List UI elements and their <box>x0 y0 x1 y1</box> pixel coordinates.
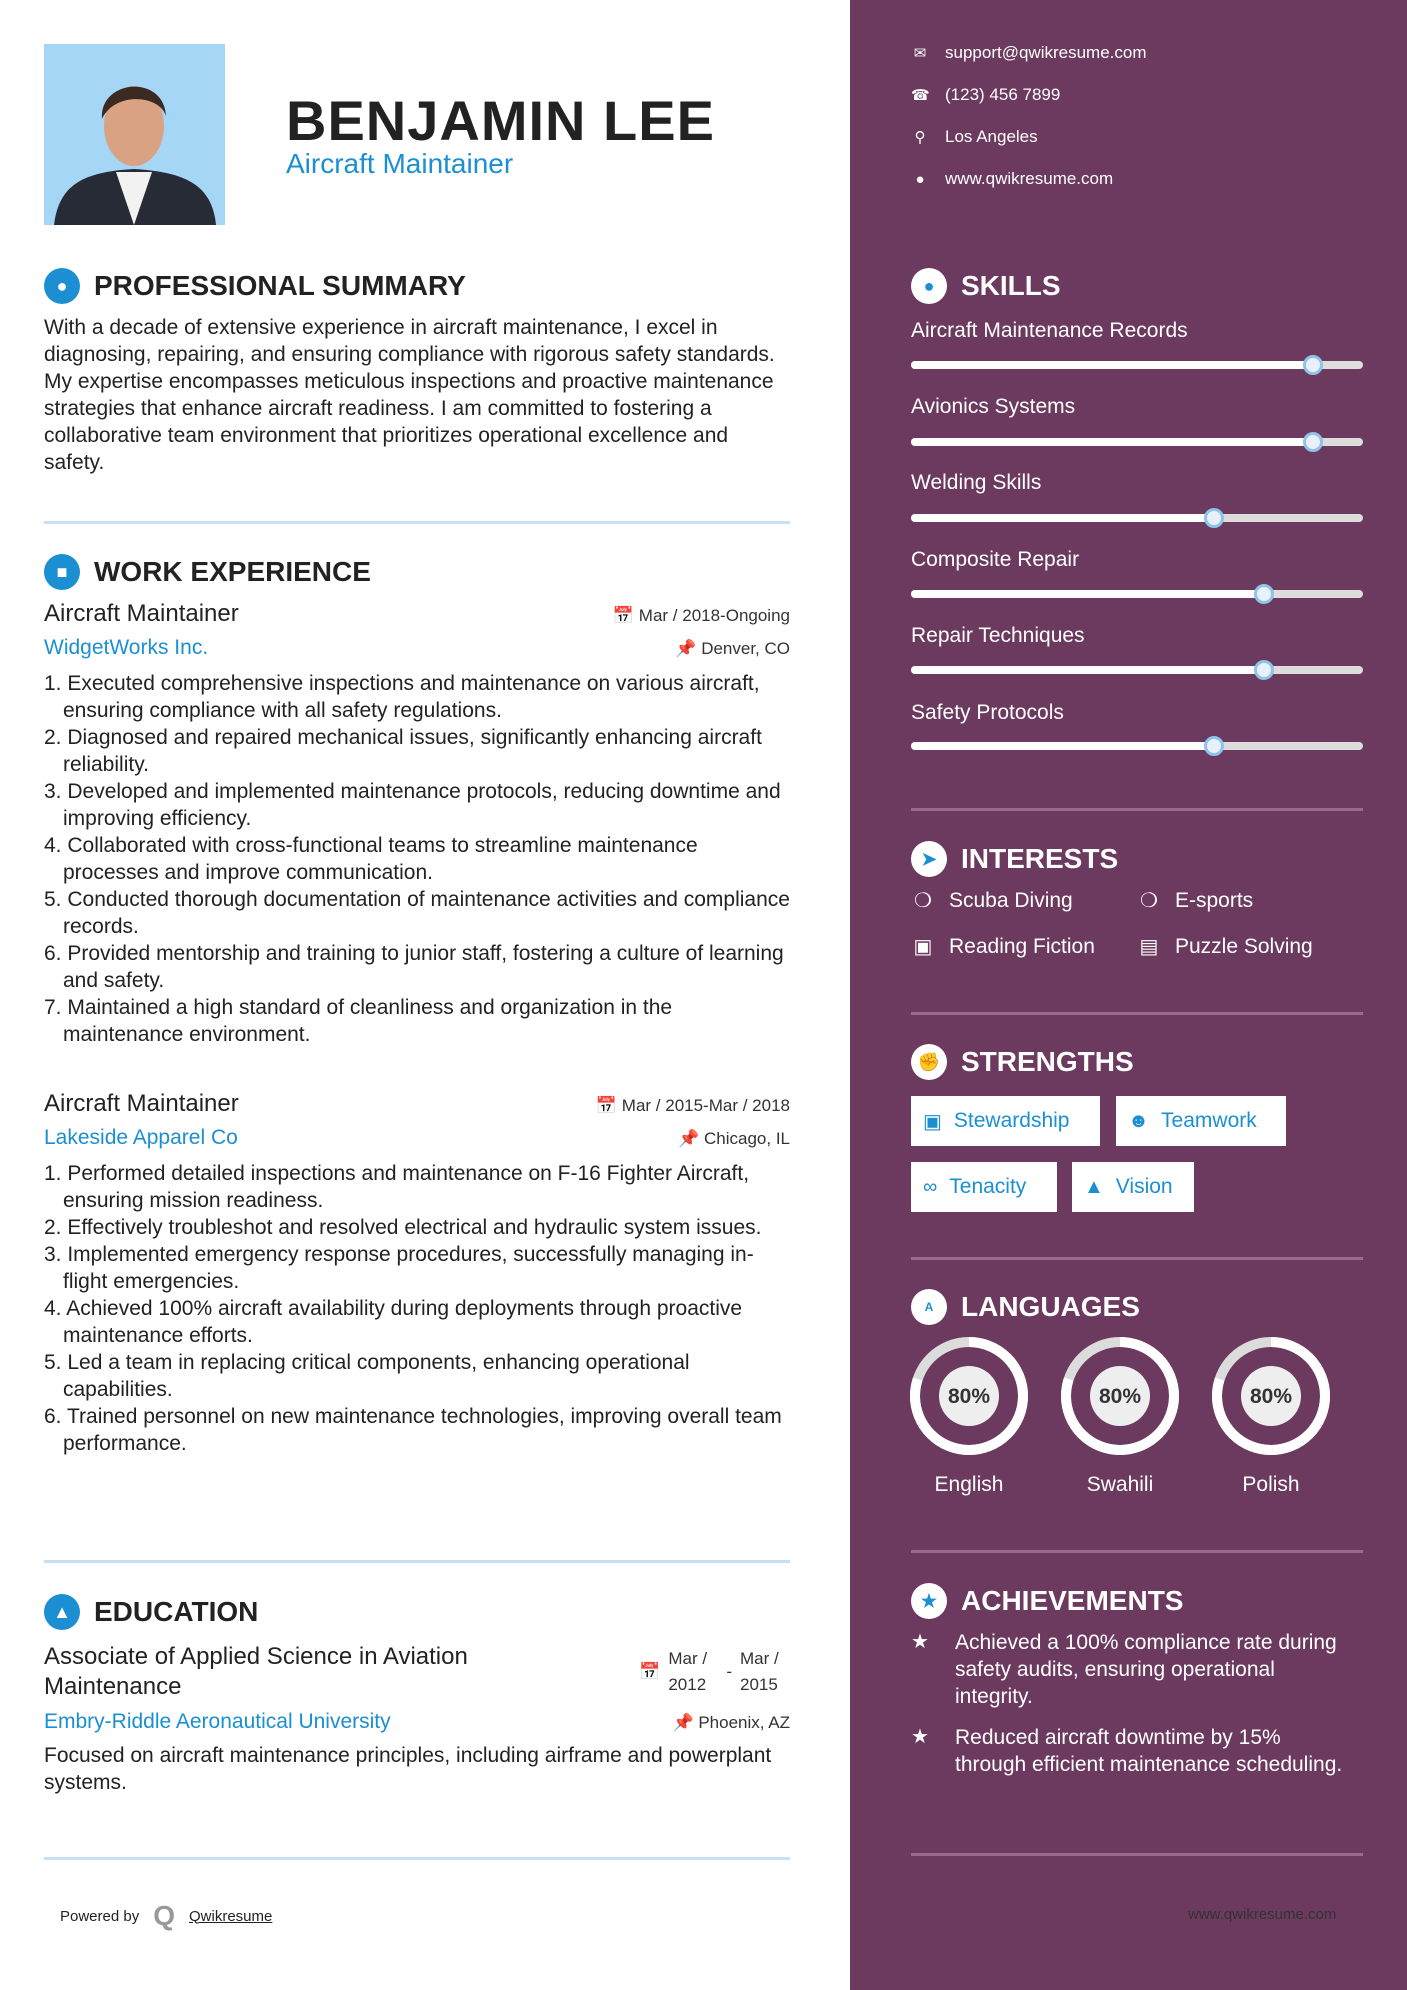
progress-ring <box>1209 1334 1333 1458</box>
strength-tag <box>911 1162 1057 1212</box>
email-link[interactable]: support@qwikresume.com <box>945 43 1147 62</box>
language-name: English <box>934 1473 1004 1496</box>
list-item: 5. Conducted thorough documentation of maintenance activities and compliance records. <box>44 888 790 938</box>
list-item: 6. Trained personnel on new maintenance technologies, improving overall team performance. <box>44 1405 782 1455</box>
school-name: Embry-Riddle Aeronautical University <box>44 1710 391 1733</box>
achievements-heading <box>911 1583 1183 1619</box>
location-text: Los Angeles <box>945 127 1038 146</box>
progress-ring <box>1058 1334 1182 1458</box>
skill-thumb <box>1254 584 1274 604</box>
job-title: Aircraft Maintainer <box>44 1090 239 1117</box>
job-date: Mar / 2018-Ongoing <box>638 606 790 625</box>
skill-fill <box>911 590 1264 598</box>
list-item: 2. Diagnosed and repaired mechanical issues, significantly enhancing aircraft reliability. <box>44 726 762 776</box>
section-heading: PROFESSIONAL SUMMARY <box>94 270 466 301</box>
strength-label: Stewardship <box>953 1109 1070 1132</box>
skill-fill <box>911 666 1264 674</box>
skill-label: Welding Skills <box>911 471 1042 494</box>
strength-tag <box>1072 1162 1194 1212</box>
skills-heading <box>911 268 1061 304</box>
lightbulb-icon: ● <box>911 268 947 304</box>
list-item: 4. Achieved 100% aircraft availability during deployments through proactive maintenance efforts. <box>44 1297 743 1347</box>
list-item: 3. Implemented emergency response procedures, successfully managing in-flight emergencies. <box>44 1243 754 1293</box>
job-entry <box>44 600 790 1048</box>
paper-plane-icon: ➤ <box>911 841 947 877</box>
strengths-heading <box>911 1044 1134 1080</box>
section-heading: INTERESTS <box>961 843 1119 874</box>
strength-label: Tenacity <box>949 1175 1027 1198</box>
list-item: 1. Executed comprehensive inspections and maintenance on various aircraft, ensuring compliance with all safety regulations. <box>44 672 760 722</box>
languages-heading <box>911 1289 1140 1325</box>
progress-ring <box>907 1334 1031 1458</box>
section-heading: SKILLS <box>961 270 1061 301</box>
summary-text: With a decade of extensive experience in aircraft maintenance, I excel in diagnosing, repairing, and ensuring compliance with rigorous safety standards. My expertise encompasses meticulous inspections and proactive maintenance strategies that enhance aircraft readiness. I am committed to fostering a collaborative team environment that prioritizes operational excellence and safety. <box>44 316 775 474</box>
skill-bar <box>911 742 1363 750</box>
interest-item <box>1137 934 1313 959</box>
list-item: 2. Effectively troubleshot and resolved electrical and hydraulic system issues. <box>44 1216 762 1239</box>
user-icon: ● <box>44 268 80 304</box>
candidate-name: BENJAMIN LEE <box>286 89 715 152</box>
contact-email <box>911 43 1147 63</box>
language-ring <box>1209 1334 1333 1463</box>
star-icon: ★ <box>911 1583 947 1619</box>
list-item: 5. Led a team in replacing critical components, enhancing operational capabilities. <box>44 1351 690 1401</box>
skill-label: Aircraft Maintenance Records <box>911 319 1188 342</box>
interest-item <box>911 888 1073 913</box>
pin-icon: 📌 <box>675 639 702 658</box>
phone-text: (123) 456 7899 <box>945 85 1061 104</box>
list-item: 3. Developed and implemented maintenance protocols, reducing downtime and improving efficiency. <box>44 780 781 830</box>
briefcase-icon: ▣ <box>923 1110 942 1133</box>
powered-by-label: Powered by <box>60 1907 140 1925</box>
skill-thumb <box>1204 508 1224 528</box>
work-heading <box>44 554 371 590</box>
graduate-icon: ▲ <box>44 1594 80 1630</box>
interests-heading <box>911 841 1118 877</box>
link-icon: ∞ <box>923 1175 938 1198</box>
interest-item <box>1137 888 1253 913</box>
interest-label: Scuba Diving <box>949 888 1073 912</box>
interest-label: Reading Fiction <box>949 934 1095 958</box>
edu-description: Focused on aircraft maintenance principles, including airframe and powerplant systems. <box>44 1744 772 1794</box>
section-heading: EDUCATION <box>94 1596 259 1627</box>
divider <box>44 1857 790 1860</box>
edu-end: Mar / 2015 <box>740 1649 779 1694</box>
skill-bar <box>911 590 1363 598</box>
summary-section <box>44 268 790 476</box>
ring-label: 80% <box>947 1385 991 1408</box>
website-link[interactable]: www.qwikresume.com <box>945 169 1114 188</box>
interest-item <box>911 934 1095 959</box>
education-section: ▲ EDUCATION Associate of Applied Science in Aviation Maintenance 📅 Mar / 2012 - Mar / 2015 Embry-Riddle Aeronautical University 📌 Phoenix, AZ Focused on aircraft maintenance principles, including airframe and powerplant systems. <box>44 1596 790 1794</box>
footer-website[interactable]: www.qwikresume.com <box>1188 1906 1337 1923</box>
shooting-star-icon: ★ <box>911 1631 929 1653</box>
achievement-text: Achieved a 100% compliance rate during safety audits, ensuring operational integrity. <box>955 1631 1337 1708</box>
skill-label: Avionics Systems <box>911 395 1076 418</box>
skill-fill <box>911 742 1214 750</box>
translate-icon: A <box>911 1289 947 1325</box>
job-title: Aircraft Maintainer <box>44 600 239 627</box>
section-heading: WORK EXPERIENCE <box>94 556 371 587</box>
divider <box>44 521 790 524</box>
skill-thumb <box>1254 660 1274 680</box>
divider <box>911 808 1363 811</box>
book-icon: ▤ <box>1139 936 1159 958</box>
list-item: 4. Collaborated with cross-functional teams to streamline maintenance processes and improve communication. <box>44 834 698 884</box>
binoculars-icon: ▲ <box>1084 1175 1104 1198</box>
skill-label: Safety Protocols <box>911 701 1064 724</box>
phone-icon: ☎ <box>911 87 930 104</box>
qwikresume-logo-icon: Q <box>153 1900 175 1931</box>
section-heading: ACHIEVEMENTS <box>961 1585 1184 1616</box>
calendar-icon: 📅 <box>639 1662 661 1681</box>
pin-icon: 📌 <box>672 1713 699 1732</box>
users-icon: ☻ <box>1128 1109 1150 1132</box>
pin-icon: 📌 <box>678 1129 704 1148</box>
section-heading: STRENGTHS <box>961 1046 1134 1077</box>
ring-label: 80% <box>1098 1385 1142 1408</box>
company-name: Lakeside Apparel Co <box>44 1126 238 1149</box>
skill-bar <box>911 361 1363 369</box>
degree: Associate of Applied Science in Aviation Maintenance <box>44 1643 468 1700</box>
ring-label: 80% <box>1249 1385 1293 1408</box>
skill-bar <box>911 514 1363 522</box>
contact-phone <box>911 85 1060 105</box>
language-ring <box>907 1334 1031 1463</box>
language-name: Polish <box>1242 1473 1300 1496</box>
edu-location: Phoenix, AZ <box>698 1713 790 1732</box>
interest-label: E-sports <box>1175 888 1254 912</box>
job-entry <box>44 1090 790 1457</box>
map-pin-icon: ⚲ <box>914 129 926 146</box>
skill-fill <box>911 438 1313 446</box>
edu-start: Mar / 2012 <box>668 1649 708 1694</box>
divider <box>911 1853 1363 1856</box>
contact-location <box>911 127 1038 147</box>
divider <box>911 1012 1363 1015</box>
candidate-title: Aircraft Maintainer <box>286 148 514 179</box>
strength-label: Vision <box>1115 1175 1173 1198</box>
strength-tag <box>911 1096 1100 1146</box>
company-name: WidgetWorks Inc. <box>44 636 209 659</box>
language-name: Swahili <box>1086 1473 1154 1496</box>
job-duties <box>44 1160 790 1457</box>
briefcase-icon: ■ <box>44 554 80 590</box>
achievement-text: Reduced aircraft downtime by 15% through efficient maintenance scheduling. <box>955 1726 1343 1776</box>
job-location: Chicago, IL <box>704 1129 790 1148</box>
globe-icon: ● <box>915 170 925 188</box>
life-ring-icon: ❍ <box>1140 890 1158 912</box>
life-ring-icon: ❍ <box>914 890 932 912</box>
interest-label: Puzzle Solving <box>1175 934 1313 958</box>
gamepad-icon: ▣ <box>913 936 933 958</box>
profile-photo <box>44 44 225 225</box>
section-heading: LANGUAGES <box>961 1291 1140 1322</box>
achievement-item <box>911 1724 1351 1778</box>
divider <box>911 1257 1363 1260</box>
shooting-star-icon: ★ <box>911 1726 929 1748</box>
skill-fill <box>911 361 1313 369</box>
skill-thumb <box>1204 736 1224 756</box>
divider <box>44 1560 790 1563</box>
fist-icon: ✊ <box>911 1044 947 1080</box>
skill-label: Repair Techniques <box>911 624 1085 647</box>
list-item: 7. Maintained a high standard of cleanliness and organization in the maintenance environment. <box>44 996 673 1046</box>
list-item: 6. Provided mentorship and training to junior staff, fostering a culture of learning and safety. <box>44 942 784 992</box>
footer-powered <box>60 1900 272 1932</box>
job-date: Mar / 2015-Mar / 2018 <box>621 1096 790 1115</box>
job-location: Denver, CO <box>701 639 790 658</box>
skill-fill <box>911 514 1214 522</box>
strength-tag <box>1116 1096 1286 1146</box>
skill-bar <box>911 666 1363 674</box>
skill-label: Composite Repair <box>911 548 1080 571</box>
language-ring <box>1058 1334 1182 1463</box>
list-item: 1. Performed detailed inspections and maintenance on F-16 Fighter Aircraft, ensuring mission readiness. <box>44 1162 750 1212</box>
job-duties <box>44 670 790 1048</box>
calendar-icon: 📅 <box>612 606 639 625</box>
achievement-item <box>911 1629 1351 1710</box>
skill-bar <box>911 438 1363 446</box>
calendar-icon: 📅 <box>595 1096 622 1115</box>
envelope-icon: ✉ <box>913 45 927 62</box>
contact-website <box>911 169 1113 189</box>
divider <box>911 1550 1363 1553</box>
strength-label: Teamwork <box>1161 1109 1257 1132</box>
brand-link[interactable]: Qwikresume <box>189 1907 273 1925</box>
